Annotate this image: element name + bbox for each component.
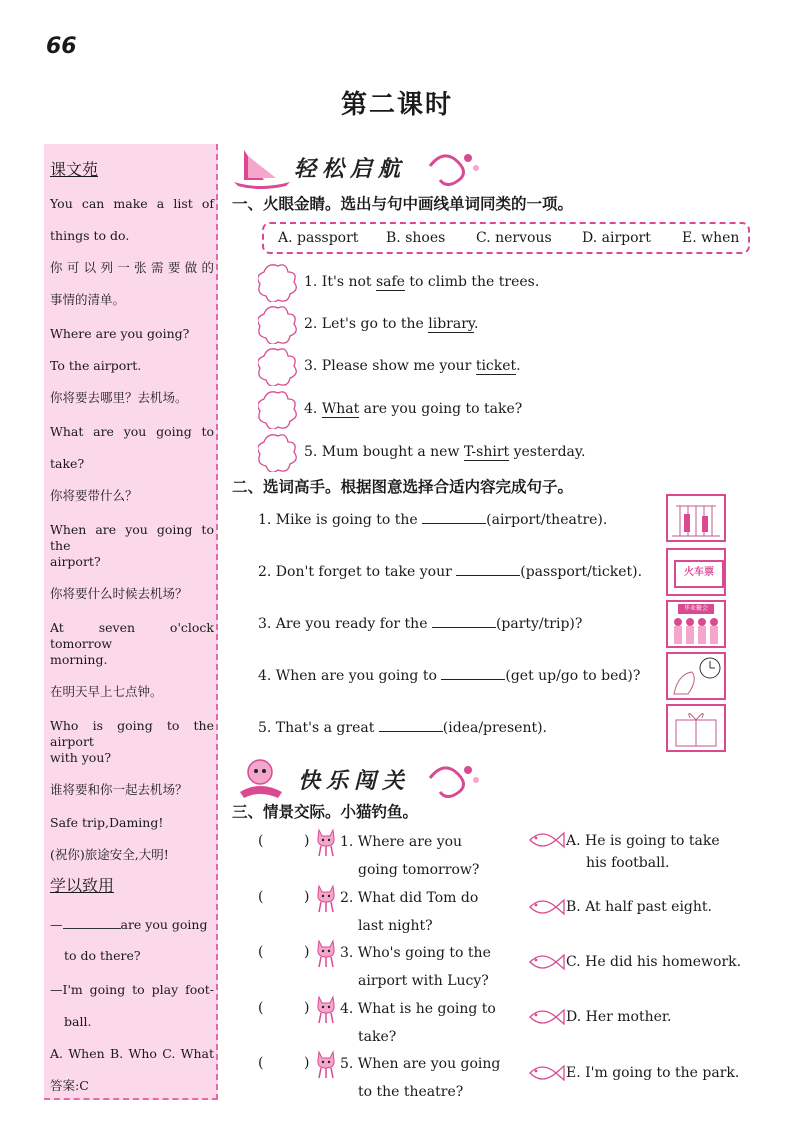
fish-icon [526, 950, 566, 974]
answer-paren-open: ( [258, 1000, 264, 1016]
part1-question-2: 2. Let's go to the library. [304, 316, 479, 332]
sidebar [44, 144, 218, 1100]
airport-icon [668, 496, 724, 540]
answer-blank[interactable] [456, 562, 520, 576]
ticket-picture [666, 548, 726, 596]
option-b: B. shoes [386, 230, 446, 246]
part3-answer-e: E. I'm going to the park. [566, 1065, 740, 1081]
answer-blank[interactable] [422, 510, 486, 524]
part2-question-1: 1. Mike is going to the (airport/theatre). [258, 512, 608, 528]
lesson-title: 第二课时 [340, 90, 453, 120]
part3-question-2: 2. What did Tom do last night? [340, 890, 479, 934]
sidebar-line: take? [50, 456, 85, 471]
part3-title: 三、情景交际。小猫钓鱼。 [232, 803, 419, 821]
sidebar-line: To the airport. [50, 358, 142, 373]
banner-title: 轻松启航 [294, 157, 407, 182]
part2-question-2: 2. Don't forget to take your (passport/ticket). [258, 564, 643, 580]
sidebar-line: —I'm going to play foot- [50, 982, 214, 997]
page-number: 66 [46, 34, 77, 59]
part3-answer-a: A. He is going to take his football. [566, 833, 720, 871]
sidebar-line: When are you going to the [50, 522, 214, 553]
part2-question-5: 5. That's a great (idea/present). [258, 720, 547, 736]
sidebar-exercise-options: A. When B. Who C. What [50, 1046, 214, 1061]
option-e: E. when [682, 230, 740, 246]
flower-answer-box[interactable] [258, 432, 298, 472]
gift-box-icon [668, 706, 724, 750]
part3-question-4: 4. What is he going to take? [340, 1001, 496, 1045]
part3-answer-d: D. Her mother. [566, 1009, 672, 1025]
sidebar-line: ball. [64, 1014, 92, 1029]
flower-answer-box[interactable] [258, 346, 298, 386]
answer-paren-open: ( [258, 833, 264, 849]
sidebar-line: 事情的清单。 [50, 292, 126, 307]
clock-icon [668, 654, 724, 698]
fish-icon [526, 1061, 566, 1085]
answer-paren-close[interactable]: ) [304, 944, 310, 960]
part1-title: 一、火眼金睛。选出与句中画线单词同类的一项。 [232, 195, 574, 213]
banner-happy-challenge [230, 756, 490, 800]
flower-answer-box[interactable] [258, 389, 298, 429]
option-d: D. airport [582, 230, 651, 246]
sidebar-line: 你将要带什么？ [50, 488, 138, 503]
answer-paren-open: ( [258, 889, 264, 905]
part3-answer-b: B. At half past eight. [566, 899, 712, 915]
cat-icon [313, 935, 339, 969]
cat-icon [313, 880, 339, 914]
cat-icon [313, 824, 339, 858]
sidebar-line: 你将要去哪里？去机场。 [50, 390, 188, 405]
cat-icon [313, 1046, 339, 1080]
banner-easy-start [230, 144, 490, 188]
answer-blank[interactable] [63, 916, 121, 929]
sidebar-line: 谁将要和你一起去机场？ [50, 782, 188, 797]
sidebar-line: 在明天早上七点钟。 [50, 684, 163, 699]
answer-blank[interactable] [379, 718, 443, 732]
part3-question-3: 3. Who's going to the airport with Lucy? [340, 945, 491, 989]
sidebar-section-title: 学以致用 [50, 876, 115, 895]
sidebar-line: morning. [50, 652, 108, 667]
answer-paren-open: ( [258, 944, 264, 960]
part3-question-5: 5. When are you going to the theatre? [340, 1056, 501, 1100]
party-banner: 毕业聚会 [678, 604, 714, 614]
sidebar-line: with you? [50, 750, 112, 765]
cat-icon [313, 991, 339, 1025]
sidebar-section-title: 课文苑 [50, 160, 99, 179]
answer-blank[interactable] [441, 666, 505, 680]
people-icon [670, 616, 722, 646]
part2-question-4: 4. When are you going to (get up/go to bed)? [258, 668, 641, 684]
present-picture [666, 704, 726, 752]
sidebar-line: (祝你)旅途安全,大明! [50, 847, 169, 862]
option-c: C. nervous [476, 230, 552, 246]
sidebar-exercise-question: — are you going [50, 917, 208, 932]
part3-answer-c: C. He did his homework. [566, 954, 742, 970]
fish-icon [526, 1005, 566, 1029]
fish-icon [526, 828, 566, 852]
sidebar-line: What are you going to [50, 424, 214, 439]
part1-question-1: 1. It's not safe to climb the trees. [304, 274, 540, 290]
sidebar-line: Safe trip,Daming! [50, 815, 164, 830]
answer-blank[interactable] [432, 614, 496, 628]
flower-answer-box[interactable] [258, 262, 298, 302]
sidebar-line: to do there? [64, 948, 141, 963]
sidebar-line: 你将要什么时候去机场？ [50, 586, 188, 601]
word-option-box [262, 222, 750, 254]
sidebar-line: airport? [50, 554, 101, 569]
answer-paren-close[interactable]: ) [304, 889, 310, 905]
sidebar-line: things to do. [50, 228, 130, 243]
fish-icon [526, 895, 566, 919]
part1-question-3: 3. Please show me your ticket. [304, 358, 521, 374]
part2-question-3: 3. Are you ready for the (party/trip)? [258, 616, 583, 632]
option-a: A. passport [278, 230, 359, 246]
train-ticket-label: 火车票 [674, 560, 724, 588]
part1-question-4: 4. What are you going to take? [304, 401, 523, 417]
answer-paren-open: ( [258, 1055, 264, 1071]
part1-question-5: 5. Mum bought a new T-shirt yesterday. [304, 444, 586, 460]
part2-title: 二、选词高手。根据图意选择合适内容完成句子。 [232, 478, 574, 496]
answer-paren-close[interactable]: ) [304, 833, 310, 849]
clock-picture [666, 652, 726, 700]
sidebar-line: At seven o'clock tomorrow [50, 620, 214, 651]
airport-picture [666, 494, 726, 542]
sidebar-line: You can make a list of [50, 196, 214, 211]
sidebar-exercise-answer: 答案:C [50, 1078, 89, 1093]
sidebar-line: 你可以列一张需要做的 [50, 260, 214, 275]
flower-answer-box[interactable] [258, 304, 298, 344]
sidebar-line: Where are you going? [50, 326, 190, 341]
party-picture [666, 600, 726, 648]
answer-paren-close[interactable]: ) [304, 1055, 310, 1071]
part3-question-1: 1. Where are you going tomorrow? [340, 834, 480, 878]
banner-title: 快乐闯关 [298, 769, 411, 794]
answer-paren-close[interactable]: ) [304, 1000, 310, 1016]
sidebar-line: Who is going to the airport [50, 718, 214, 749]
